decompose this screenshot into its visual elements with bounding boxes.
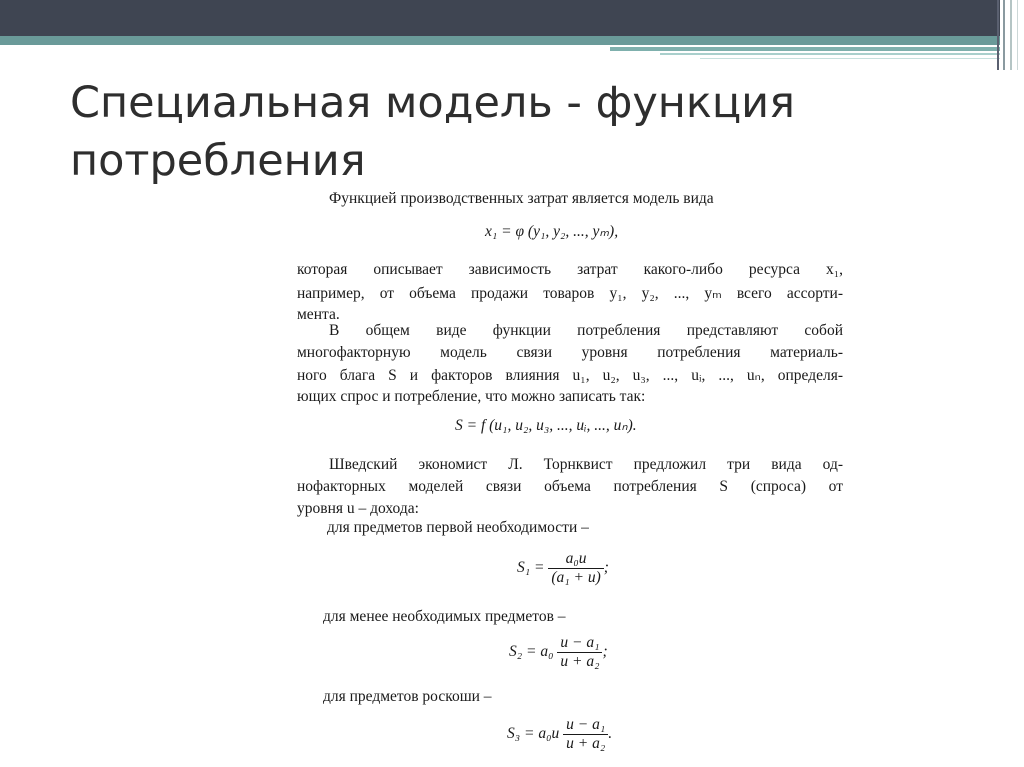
formula-end: ;	[602, 643, 608, 661]
slide-accent-line	[660, 53, 1000, 55]
fraction-denominator: (a₁ + u)	[551, 569, 601, 586]
paragraph-line: например, от объема продажи товаров y₁, y₂, ..., yₘ всего ассорти-	[297, 285, 843, 302]
paragraph-line: Функцией производственных затрат является модель вида	[329, 190, 714, 207]
formula-tornquist-2	[509, 634, 608, 671]
formula-fraction	[557, 634, 602, 671]
paragraph-line: ного блага S и факторов влияния u₁, u₂, u₃, ..., uᵢ, ..., uₙ, определя-	[297, 367, 843, 384]
paragraph-line: для менее необходимых предметов –	[323, 608, 566, 625]
slide-edge-line	[1003, 0, 1005, 70]
paragraph-line: многофакторную модель связи уровня потребления материаль-	[297, 344, 843, 361]
paragraph-line: нофакторных моделей связи объема потребления S (спроса) от	[297, 478, 843, 495]
formula-cost-function: x₁ = φ (y₁, y₂, ..., yₘ),	[485, 223, 619, 240]
paragraph-line: Шведский экономист Л. Торнквист предложил три вида од-	[329, 456, 843, 473]
paragraph-line: В общем виде функции потребления представляют собой	[329, 322, 843, 339]
formula-lhs: S₂ = a₀	[509, 643, 554, 661]
slide-edge-line	[1017, 0, 1018, 70]
formula-lhs: S₃ = a₀u	[507, 725, 560, 743]
formula-end: ;	[603, 559, 609, 577]
slide-accent-line	[610, 47, 1000, 51]
fraction-numerator: u − a₁	[557, 634, 602, 653]
fraction-denominator: u + a₂	[560, 653, 600, 670]
paragraph-line: которая описывает зависимость затрат какого-либо ресурса x₁,	[297, 261, 843, 278]
formula-end: .	[608, 725, 613, 743]
formula-consumption-function: S = f (u₁, u₂, u₃, ..., uᵢ, ..., uₙ).	[455, 417, 637, 434]
fraction-denominator: u + a₂	[566, 735, 606, 752]
paragraph-line: ющих спрос и потребление, что можно записать так:	[297, 388, 646, 405]
paragraph-line: для предметов первой необходимости –	[327, 519, 589, 536]
paragraph-line: уровня u – дохода:	[297, 500, 419, 517]
slide-title: Специальная модель - функция потребления	[70, 78, 795, 186]
slide-edge-line	[997, 0, 999, 70]
fraction-numerator: u − a₁	[563, 716, 608, 735]
slide-top-bar	[0, 0, 1000, 36]
slide-edge-line	[1010, 0, 1012, 70]
fraction-numerator: a₀u	[548, 550, 603, 569]
paragraph-line: мента.	[297, 306, 340, 323]
formula-fraction	[548, 550, 603, 587]
slide-accent-line	[700, 58, 1000, 59]
formula-fraction	[563, 716, 608, 753]
paragraph-line: для предметов роскоши –	[323, 688, 492, 705]
formula-tornquist-1	[517, 550, 609, 587]
formula-tornquist-3	[507, 716, 612, 753]
slide-accent-bar	[0, 36, 1000, 45]
formula-lhs: S₁ =	[517, 559, 545, 577]
